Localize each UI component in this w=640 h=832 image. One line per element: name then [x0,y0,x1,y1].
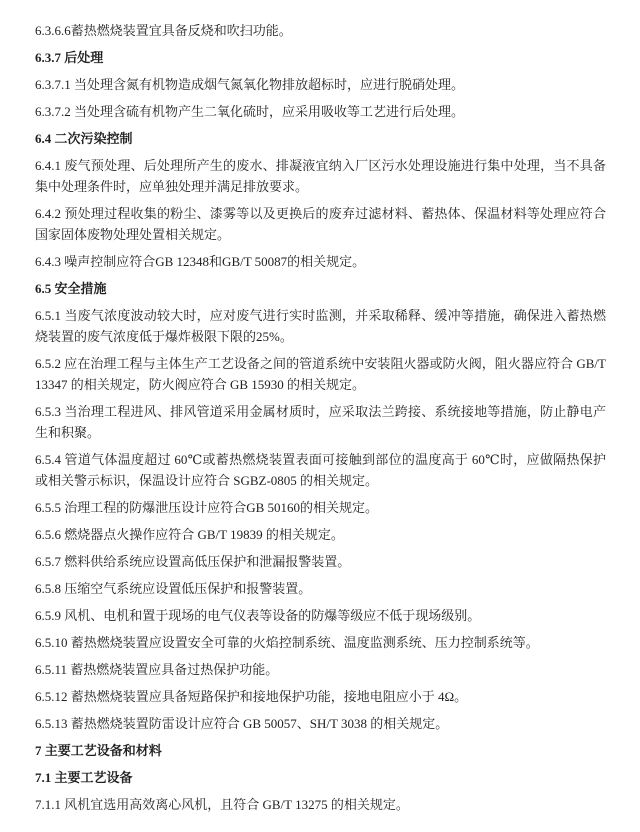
paragraph: 6.4.2 预处理过程收集的粉尘、漆雾等以及更换后的废弃过滤材料、蓄热体、保温材料等处理应符合国家固体废物处理处置相关规定。 [35,206,606,242]
paragraph: 6.5.12 蓄热燃烧装置应具备短路保护和接地保护功能，接地电阻应小于 4Ω。 [35,689,468,704]
paragraph: 6.5.9 风机、电机和置于现场的电气仪表等设备的防爆等级应不低于现场级别。 [35,608,481,623]
paragraph: 6.5.8 压缩空气系统应设置低压保护和报警装置。 [35,581,312,596]
paragraph: 6.4.3 噪声控制应符合GB 12348和GB/T 50087的相关规定。 [35,254,366,269]
paragraph: 6.5.5 治理工程的防爆泄压设计应符合GB 50160的相关规定。 [35,500,379,515]
paragraph: 6.5.2 应在治理工程与主体生产工艺设备之间的管道系统中安装阻火器或防火阀，阻火器应符合 GB/T 13347 的相关规定，防火阀应符合 GB 15930 的相关规定。 [35,356,606,392]
paragraph: 6.5.3 当治理工程进风、排风管道采用金属材质时，应采取法兰跨接、系统接地等措施，防止静电产生和积聚。 [35,404,606,440]
paragraph: 6.4.1 废气预处理、后处理所产生的废水、排凝液宜纳入厂区污水处理设施进行集中处理，当不具备集中处理条件时，应单独处理并满足排放要求。 [35,158,606,194]
paragraph: 6.5.4 管道气体温度超过 60℃或蓄热燃烧装置表面可接触到部位的温度高于 60℃时，应做隔热保护或相关警示标识，保温设计应符合 SGBZ-0805 的相关规定。 [35,452,606,488]
paragraph: 6.5.11 蓄热燃烧装置应具备过热保护功能。 [35,662,279,677]
section-heading: 6.3.7 后处理 [35,50,104,65]
section-heading: 7.1 主要工艺设备 [35,770,133,785]
paragraph: 6.3.6.6蓄热燃烧装置宜具备反烧和吹扫功能。 [35,23,292,38]
section-heading: 6.4 二次污染控制 [35,131,133,146]
paragraph: 6.5.13 蓄热燃烧装置防雷设计应符合 GB 50057、SH/T 3038 的相关规定。 [35,716,449,731]
paragraph: 6.5.10 蓄热燃烧装置应设置安全可靠的火焰控制系统、温度监测系统、压力控制系统等。 [35,635,539,650]
paragraph: 6.5.7 燃料供给系统应设置高低压保护和泄漏报警装置。 [35,554,351,569]
paragraph: 6.5.1 当废气浓度波动较大时，应对废气进行实时监测，并采取稀释、缓冲等措施，确保进入蓄热燃烧装置的废气浓度低于爆炸极限下限的25%。 [35,308,606,344]
document-body [35,20,606,815]
paragraph: 6.5.6 燃烧器点火操作应符合 GB/T 19839 的相关规定。 [35,527,344,542]
section-heading: 7 主要工艺设备和材料 [35,743,162,758]
paragraph: 6.3.7.1 当处理含氮有机物造成烟气氮氧化物排放超标时，应进行脱硝处理。 [35,77,465,92]
paragraph: 6.3.7.2 当处理含硫有机物产生二氧化硫时，应采用吸收等工艺进行后处理。 [35,104,465,119]
paragraph: 7.1.1 风机宜选用高效离心风机，且符合 GB/T 13275 的相关规定。 [35,797,409,812]
section-heading: 6.5 安全措施 [35,281,107,296]
